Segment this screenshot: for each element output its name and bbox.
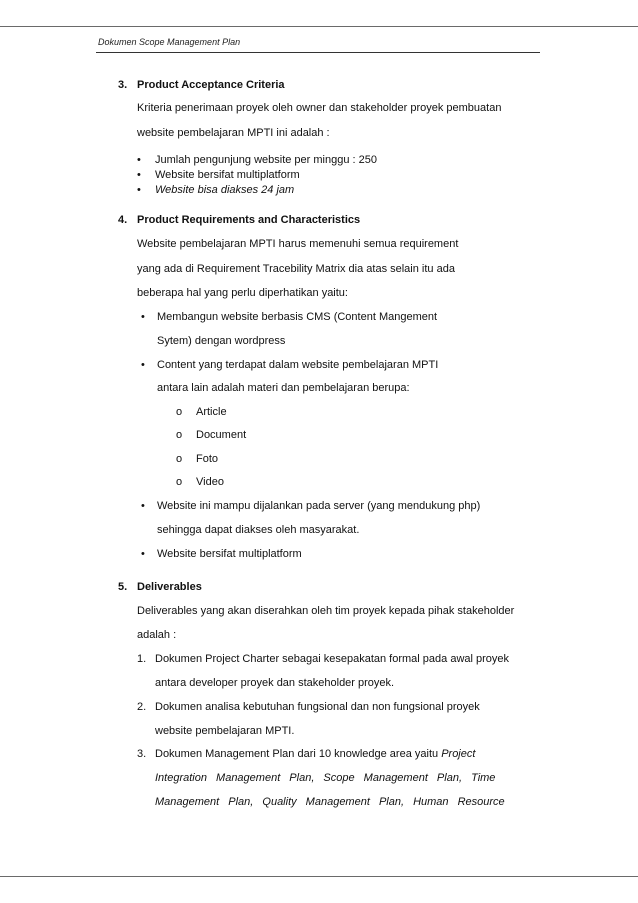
section-3-number: 3. [118,79,128,91]
bullet-symbol: • [141,359,145,371]
sub-item-video: Video [196,476,224,488]
s5-item-1-line-1: Dokumen Project Charter sebagai kesepakatan formal pada awal proyek [155,653,510,665]
circle-symbol: o [176,453,183,465]
s4-bullet-2-line-1: Content yang terdapat dalam website pembelajaran MPTI [157,359,439,371]
s4-bullet-4: Website bersifat multiplatform [157,548,302,560]
s4-bullet-3-line-2: sehingga dapat diakses oleh masyarakat. [157,524,360,536]
header-rule [96,52,540,53]
section-3-title: Product Acceptance Criteria [137,79,285,91]
bullet-symbol: • [137,184,141,196]
s5-item-3-line-3: Management Plan, Quality Management Plan, Human Resource [155,796,505,808]
sub-item-document: Document [196,429,247,441]
section-3-para-line-1 [137,101,542,115]
list-number: 1. [137,653,147,665]
bullet-symbol: • [137,169,141,181]
circle-symbol: o [176,429,183,441]
sub-item-article: Article [196,406,227,418]
s4-bullet-1-line-2: Sytem) dengan wordpress [157,335,286,347]
s5-item-3-line-1-plain: Dokumen Management Plan dari 10 knowledge area yaitu [155,748,439,760]
s5-item-3-line-2: Integration Management Plan, Scope Management Plan, Time [155,772,496,784]
section-5-para-line-2: adalah : [137,629,177,641]
section-5-number: 5. [118,581,128,593]
s3-bullet-3: Website bisa diakses 24 jam [155,184,295,196]
page-bottom-border [0,876,638,877]
section-4-para-line-3: beberapa hal yang perlu diperhatikan yaitu: [137,287,348,299]
list-number: 3. [137,748,147,760]
bullet-symbol: • [141,500,145,512]
s5-item-3-line-1-italic: Project [441,748,476,760]
sub-item-foto: Foto [196,453,219,465]
section-3-para-line-2: website pembelajaran MPTI ini adalah : [137,127,330,139]
s4-bullet-1-line-1: Membangun website berbasis CMS (Content Mangement [157,311,438,323]
section-4-title: Product Requirements and Characteristics [137,214,361,226]
s5-item-2-line-1: Dokumen analisa kebutuhan fungsional dan non fungsional proyek [155,701,480,713]
section-4-para-line-2: yang ada di Requirement Tracebility Matrix dia atas selain itu ada [137,263,455,275]
bullet-symbol: • [141,548,145,560]
section-5-title: Deliverables [137,581,202,593]
running-header: Dokumen Scope Management Plan [98,37,241,47]
section-4-para-line-1: Website pembelajaran MPTI harus memenuhi semua requirement [137,238,459,250]
section-4-number: 4. [118,214,128,226]
s5-item-1-line-2: antara developer proyek dan stakeholder proyek. [155,677,395,689]
s5-item-2-line-2: website pembelajaran MPTI. [155,725,295,737]
s5-item-3-line-1 [155,747,475,761]
bullet-symbol: • [137,154,141,166]
s4-bullet-3-line-1: Website ini mampu dijalankan pada server (yang mendukung php) [157,500,481,512]
bullet-symbol: • [141,311,145,323]
s4-bullet-2-line-2: antara lain adalah materi dan pembelajaran berupa: [157,382,410,394]
circle-symbol: o [176,406,183,418]
s3-bullet-2: Website bersifat multiplatform [155,169,300,181]
section-5-para-line-1: Deliverables yang akan diserahkan oleh tim proyek kepada pihak stakeholder [137,605,515,617]
page-top-border [0,26,638,27]
s3-bullet-1: Jumlah pengunjung website per minggu : 250 [155,154,377,166]
text: Kriteria penerimaan proyek oleh owner dan stakeholder proyek pembuatan [137,102,502,114]
circle-symbol: o [176,476,183,488]
list-number: 2. [137,701,147,713]
